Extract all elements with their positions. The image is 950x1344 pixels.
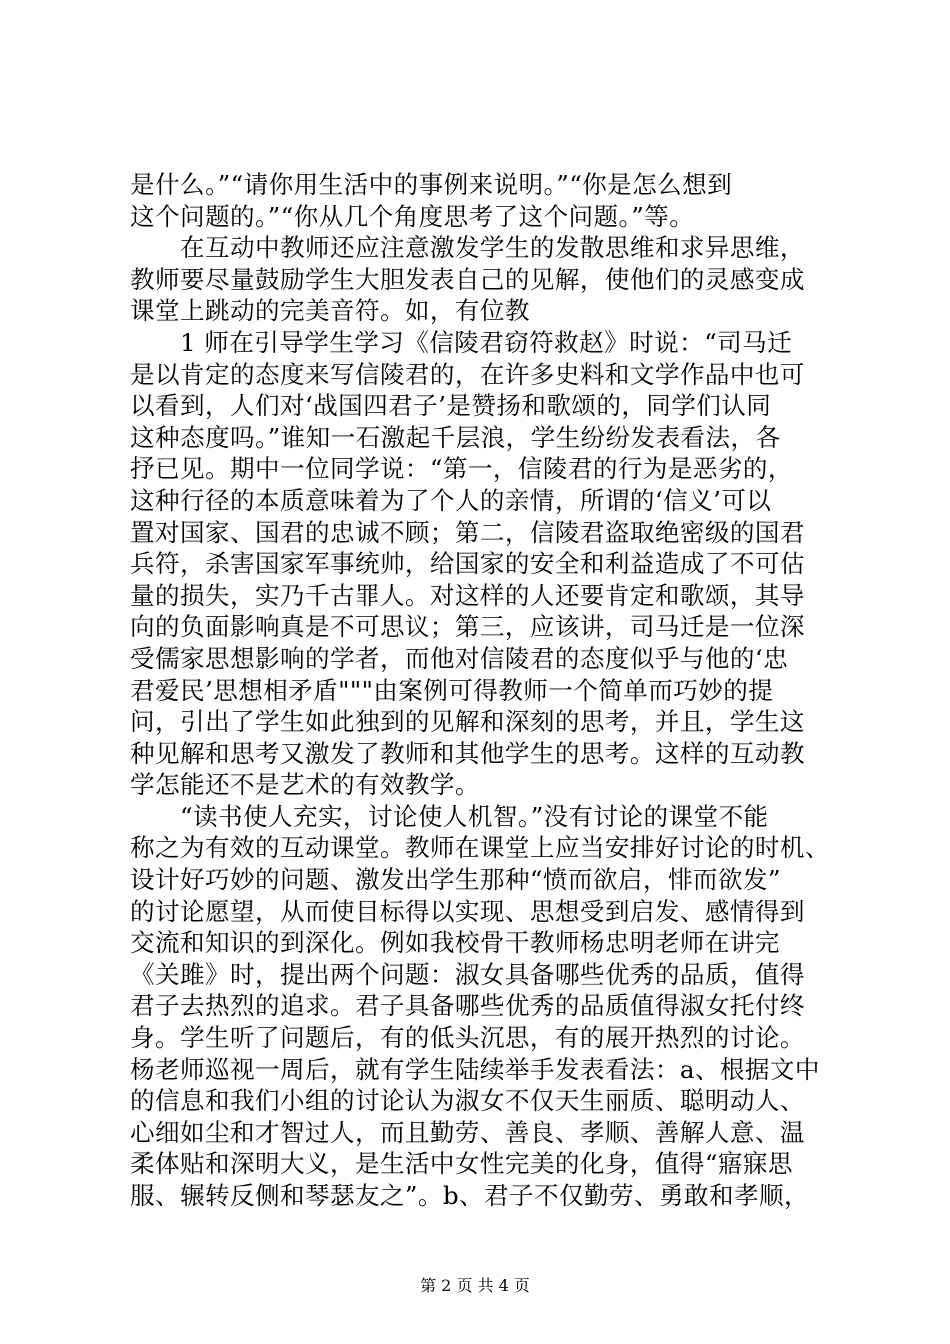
page-number-label: 第 2 页 共 4 页 — [420, 1276, 530, 1295]
text-line: 在互动中教师还应注意激发学生的发散思维和求异思维， — [180, 233, 805, 263]
text-line: 种见解和思考又激发了教师和其他学生的思考。这样的互动教 — [130, 738, 805, 768]
text-line: 交流和知识的到深化。例如我校骨干教师杨忠明老师在讲完 — [130, 928, 780, 958]
text-line: 以看到，人们对‘战国四君子’是赞扬和歌颂的，同学们认同 — [130, 391, 772, 421]
text-line: 设计好巧妙的问题、激发出学生那种“愤而欲启，悱而欲发” — [130, 865, 781, 895]
text-line: 1 师在引导学生学习《信陵君窃符救赵》时说：“司马迁 — [180, 327, 793, 357]
text-line: 教师要尽量鼓励学生大胆发表自己的见解，使他们的灵感变成 — [130, 264, 805, 294]
text-line: 学怎能还不是艺术的有效教学。 — [130, 770, 480, 800]
text-line: 称之为有效的互动课堂。教师在课堂上应当安排好讨论的时机、 — [130, 833, 830, 863]
document-body — [130, 169, 830, 1212]
text-line: “读书使人充实，讨论使人机智。”没有讨论的课堂不能 — [180, 801, 769, 831]
text-line: 向的负面影响真是不可思议；第三，应该讲，司马迁是一位深 — [130, 612, 805, 642]
text-line: 身。学生听了问题后，有的低头沉思，有的展开热烈的讨论。 — [130, 1023, 805, 1053]
text-line: 君爱民’思想相矛盾"""由案例可得教师一个简单而巧妙的提 — [130, 675, 774, 705]
text-line: 这种态度吗。”谁知一石激起千层浪，学生纷纷发表看法，各 — [130, 422, 781, 452]
text-line: 兵符，杀害国家军事统帅，给国家的安全和利益造成了不可估 — [130, 549, 805, 579]
text-line: 柔体贴和深明大义，是生活中女性完美的化身，值得“寤寐思 — [130, 1149, 793, 1179]
text-line: 心细如尘和才智过人，而且勤劳、善良、孝顺、善解人意、温 — [130, 1117, 805, 1147]
text-line: 置对国家、国君的忠诚不顾；第二，信陵君盗取绝密级的国君 — [130, 517, 805, 547]
text-line: 课堂上跳动的完美音符。如，有位教 — [130, 296, 530, 326]
text-line: 是以肯定的态度来写信陵君的，在许多史料和文学作品中也可 — [130, 359, 805, 389]
text-line: 这种行径的本质意味着为了个人的亲情，所谓的‘信义’可以 — [130, 485, 772, 515]
text-line: 问，引出了学生如此独到的见解和深刻的思考，并且，学生这 — [130, 707, 805, 737]
text-line: 是什么。”“请你用生活中的事例来说明。”“你是怎么想到 — [130, 170, 733, 199]
text-line: 抒已见。期中一位同学说：“第一，信陵君的行为是恶劣的， — [130, 454, 793, 484]
page-footer — [0, 1276, 950, 1296]
text-line: 杨老师巡视一周后，就有学生陆续举手发表看法：a、根据文中 — [130, 1054, 820, 1084]
text-line: 的讨论愿望，从而使目标得以实现、思想受到启发、感情得到 — [130, 896, 805, 926]
text-line: 这个问题的。”“你从几个角度思考了这个问题。”等。 — [130, 201, 695, 231]
text-line: 《关雎》时，提出两个问题：淑女具备哪些优秀的品质，值得 — [130, 959, 805, 989]
text-line: 君子去热烈的追求。君子具备哪些优秀的品质值得淑女托付终 — [130, 991, 805, 1021]
text-line: 服、辗转反侧和琴瑟友之”。b、君子不仅勤劳、勇敢和孝顺， — [130, 1181, 809, 1210]
text-line: 量的损失，实乃千古罪人。对这样的人还要肯定和歌颂，其导 — [130, 580, 805, 610]
text-line: 的信息和我们小组的讨论认为淑女不仅天生丽质、聪明动人、 — [130, 1086, 805, 1116]
text-line: 受儒家思想影响的学者，而他对信陵君的态度似乎与他的‘忠 — [130, 643, 789, 673]
